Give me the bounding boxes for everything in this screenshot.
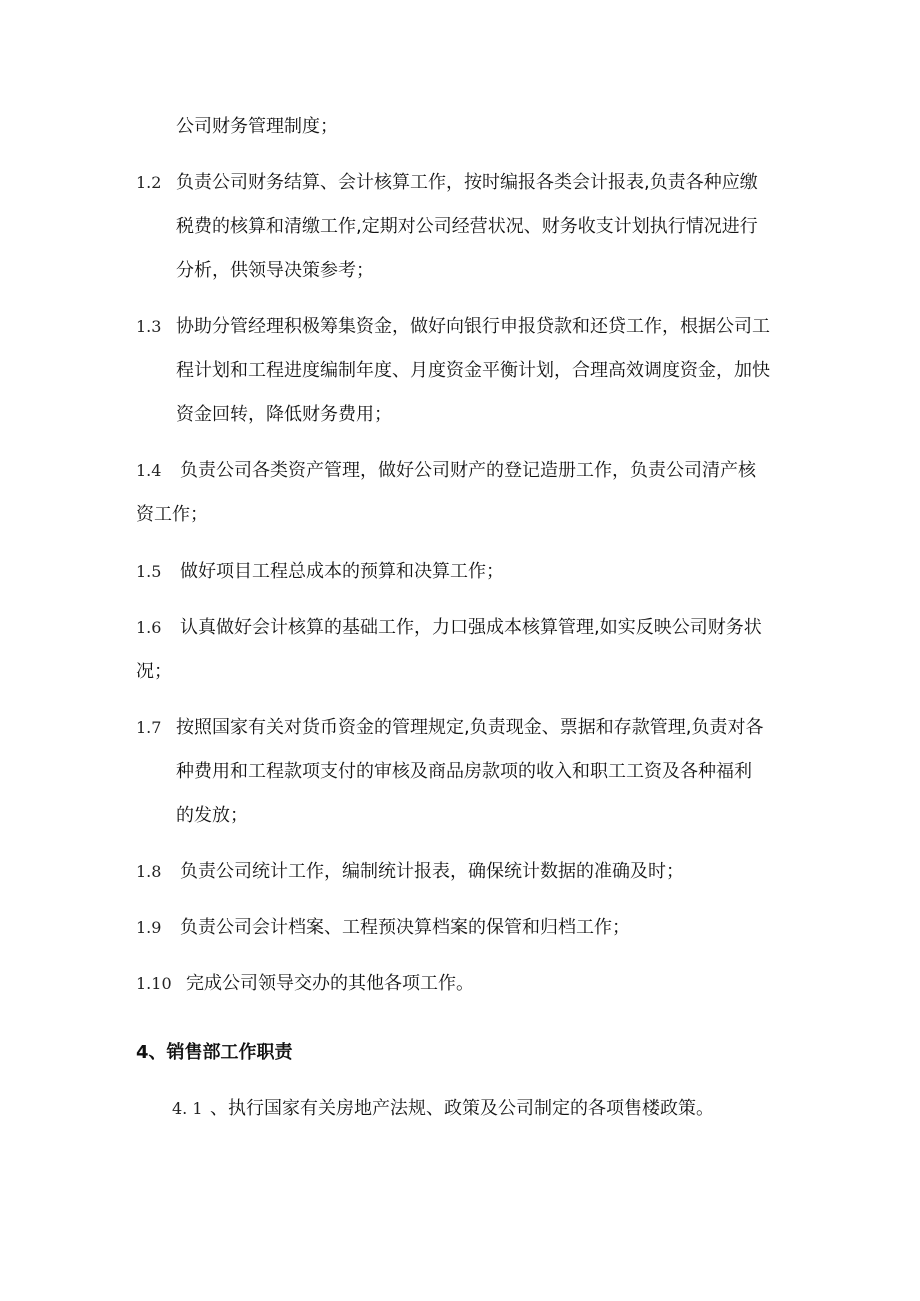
item-1-4-line-1: 负责公司各类资产管理，做好公司财产的登记造册工作，负责公司清产核	[180, 460, 756, 481]
item-number-1-8: 1.8	[136, 862, 162, 881]
item-number-1-7: 1.7	[136, 718, 162, 737]
item-1-9-line-1: 负责公司会计档案、工程预决算档案的保管和归档工作；	[180, 917, 630, 938]
item-1-7-line-3: 的发放；	[176, 805, 248, 826]
item-number-1-4: 1.4	[136, 461, 162, 480]
item-1-6-line-1: 认真做好会计核算的基础工作，力口强成本核算管理,如实反映公司财务状	[180, 617, 762, 638]
item-number-1-9: 1.9	[136, 918, 162, 937]
item-1-7-line-1: 按照国家有关对货币资金的管理规定,负责现金、票据和存款管理,负责对各	[176, 717, 764, 738]
item-1-2-line-2: 税费的核算和清缴工作,定期对公司经营状况、财务收支计划执行情况进行	[176, 216, 758, 237]
item-number-1-2: 1.2	[136, 173, 162, 192]
item-1-7-line-2: 种费用和工程款项支付的审核及商品房款项的收入和职工工资及各种福利	[176, 761, 752, 782]
continuation-text: 公司财务管理制度；	[176, 116, 338, 137]
section-heading: 4、销售部工作职责	[136, 1042, 293, 1063]
item-1-3-line-1: 协助分管经理积极筹集资金，做好向银行申报贷款和还贷工作，根据公司工	[176, 316, 770, 337]
item-1-2-line-3: 分析，供领导决策参考；	[176, 260, 374, 281]
sub-item-text: 、执行国家有关房地产法规、政策及公司制定的各项售楼政策。	[210, 1098, 714, 1119]
item-number-1-5: 1.5	[136, 562, 162, 581]
sub-item-number: 4. 1	[172, 1099, 203, 1118]
item-1-5-line-1: 做好项目工程总成本的预算和决算工作；	[180, 561, 504, 582]
item-1-3-line-3: 资金回转，降低财务费用；	[176, 404, 392, 425]
item-number-1-10: 1.10	[136, 974, 172, 993]
item-1-6-line-2: 况；	[136, 661, 172, 682]
item-number-1-3: 1.3	[136, 317, 162, 336]
item-1-8-line-1: 负责公司统计工作，编制统计报表，确保统计数据的准确及时；	[180, 861, 684, 882]
item-1-3-line-2: 程计划和工程进度编制年度、月度资金平衡计划，合理高效调度资金，加快	[176, 360, 770, 381]
item-number-1-6: 1.6	[136, 618, 162, 637]
item-1-2-line-1: 负责公司财务结算、会计核算工作，按时编报各类会计报表,负责各种应缴	[176, 172, 758, 193]
item-1-4-line-2: 资工作；	[136, 504, 208, 525]
item-1-10-line-1: 完成公司领导交办的其他各项工作。	[186, 973, 474, 994]
